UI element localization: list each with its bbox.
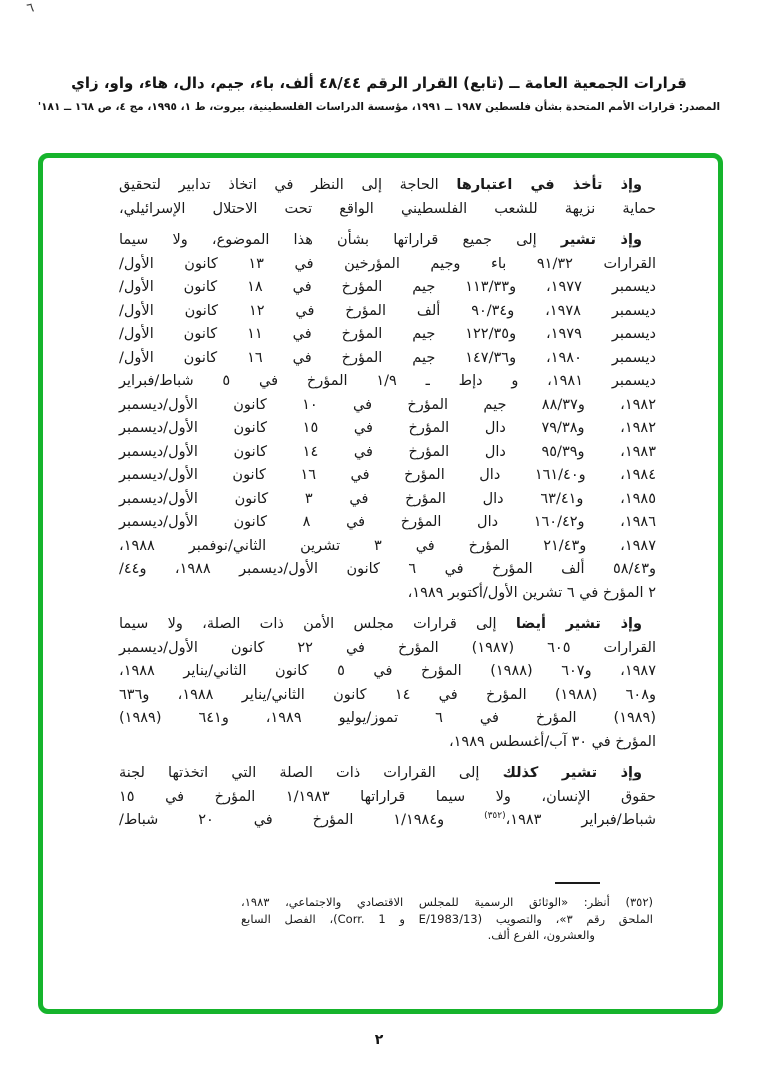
text-line bbox=[119, 198, 656, 222]
text-segment: ١٩٨٧، و٦٠٧ (١٩٨٨) المؤرخ في ٥ كانون الثاني/يناير ١٩٨٨، bbox=[119, 663, 656, 679]
text-segment: إلى القرارات ذات الصلة التي اتخذتها لجنة bbox=[119, 765, 503, 781]
text-line bbox=[119, 253, 656, 277]
bold-lead-in: وإذ تأخذ في اعتبارها bbox=[456, 177, 642, 193]
text-segment: المؤرخ في ٣٠ آب/أغسطس ١٩٨٩، bbox=[448, 733, 656, 750]
text-segment: ديسمبر ١٩٨١، و دإط ـ ١/٩ المؤرخ في ٥ شباط/فبراير bbox=[119, 373, 657, 389]
text-line bbox=[119, 731, 656, 755]
paragraph bbox=[119, 174, 656, 221]
text-segment: ديسمبر ١٩٧٩، و١٢٢/٣٥ جيم المؤرخ في ١١ كانون الأول/ bbox=[119, 326, 657, 342]
corner-mark: ٦ bbox=[25, 0, 36, 17]
text-segment: ديسمبر ١٩٧٧، و١١٣/٣٣ جيم المؤرخ في ١٨ كانون الأول/ bbox=[119, 279, 657, 295]
text-line bbox=[119, 582, 656, 606]
text-line bbox=[119, 323, 656, 347]
text-segment: ٢ المؤرخ في ٦ تشرين الأول/أكتوبر ١٩٨٩، bbox=[407, 584, 656, 601]
text-segment: ١٩٨٦، و١٦٠/٤٢ دال المؤرخ في ٨ كانون الأول/ديسمبر bbox=[119, 514, 656, 530]
text-line bbox=[119, 276, 656, 300]
text-segment: (١٩٨٩) المؤرخ في ٦ تموز/يوليو ١٩٨٩، و٦٤١ (١٩٨٩) bbox=[119, 710, 657, 726]
text-line bbox=[119, 660, 656, 684]
bold-lead-in: وإذ تشير كذلك bbox=[502, 765, 643, 781]
page-number: ٢ bbox=[374, 1032, 384, 1048]
paragraph bbox=[119, 229, 656, 605]
text-segment: القرارات ٩١/٣٢ باء وجيم المؤرخين في ١٣ كانون الأول/ bbox=[119, 255, 656, 272]
text-line bbox=[119, 613, 656, 637]
text-segment: ١٩٨٧، و٢١/٤٣ المؤرخ في ٣ تشرين الثاني/نوفمبر ١٩٨٨، bbox=[119, 537, 656, 554]
text-segment: حقوق الإنسان، ولا سيما قراراتها ١/١٩٨٣ المؤرخ في ١٥ bbox=[119, 788, 657, 805]
text-segment: ١٩٨٢، و٧٩/٣٨ دال المؤرخ في ١٥ كانون الأول/ديسمبر bbox=[119, 420, 656, 436]
text-line bbox=[119, 786, 656, 810]
text-segment: ١٩٨٣، و٩٥/٣٩ دال المؤرخ في ١٤ كانون الأول/ديسمبر bbox=[119, 443, 656, 460]
source-line: المصدر: قرارات الأمم المتحدة بشأن فلسطين ١٩٨٧ ــ ١٩٩١، مؤسسة الدراسات الفلسطينية، بيروت، ط ١، ١٩٩٥، مج ٤، ص ١٦٨ ــ ١٨١' bbox=[37, 101, 721, 113]
text-line bbox=[119, 174, 656, 198]
document-frame bbox=[38, 153, 723, 1014]
text-segment: و٦٠٨ (١٩٨٨) المؤرخ في ١٤ كانون الثاني/يناير ١٩٨٨، و٦٣٦ bbox=[119, 686, 657, 703]
page-header bbox=[0, 74, 758, 113]
footnote-separator bbox=[555, 882, 600, 884]
text-segment: حماية نزيهة للشعب الفلسطيني الواقع تحت الاحتلال الإسرائيلي، bbox=[119, 200, 656, 217]
footnote-line: الملحق رقم ٣»، والتصويب (E/1983/13 و Corr. 1)، الفصل السابع bbox=[241, 911, 653, 926]
text-line bbox=[119, 511, 656, 535]
footnote bbox=[241, 894, 653, 944]
paragraph bbox=[119, 613, 656, 754]
text-line bbox=[119, 370, 656, 394]
text-segment: إلى قرارات مجلس الأمن ذات الصلة، ولا سيما bbox=[119, 616, 516, 632]
text-segment: إلى جميع قراراتها بشأن هذا الموضوع، ولا سيما bbox=[119, 232, 561, 248]
text-line bbox=[119, 637, 656, 661]
body-text bbox=[119, 174, 656, 833]
text-line bbox=[119, 535, 656, 559]
text-segment: الحاجة إلى النظر في اتخاذ تدابير لتحقيق bbox=[119, 177, 457, 193]
text-segment: ديسمبر ١٩٨٠، و١٤٧/٣٦ جيم المؤرخ في ١٦ كانون الأول/ bbox=[119, 349, 657, 366]
text-segment: ١٩٨٥، و٦٣/٤١ دال المؤرخ في ٣ كانون الأول/ديسمبر bbox=[119, 490, 656, 507]
footnote-line: والعشرون، الفرع ألف. bbox=[487, 928, 595, 942]
text-line bbox=[119, 707, 656, 731]
text-line bbox=[119, 684, 656, 708]
text-line bbox=[119, 394, 656, 418]
text-line bbox=[119, 762, 656, 786]
text-segment: و١/١٩٨٤ المؤرخ في ٢٠ شباط/ bbox=[119, 812, 485, 828]
bold-lead-in: وإذ تشير أيضا bbox=[515, 616, 642, 632]
text-line bbox=[119, 488, 656, 512]
bold-lead-in: وإذ تشير bbox=[560, 232, 642, 248]
text-line bbox=[119, 417, 656, 441]
text-segment: ١٩٨٢، و٨٨/٣٧ جيم المؤرخ في ١٠ كانون الأول/ديسمبر bbox=[119, 396, 657, 413]
footnote-line: (٣٥٢) أنظر: «الوثائق الرسمية للمجلس الاقتصادي والاجتماعي، ١٩٨٣، bbox=[241, 895, 653, 909]
text-segment: القرارات ٦٠٥ (١٩٨٧) المؤرخ في ٢٢ كانون الأول/ديسمبر bbox=[119, 639, 656, 656]
text-segment: ديسمبر ١٩٧٨، و٩٠/٣٤ ألف المؤرخ في ١٢ كانون الأول/ bbox=[119, 302, 657, 319]
page-title: قرارات الجمعية العامة ــ (تابع) القرار الرقم ٤٨/٤٤ ألف، باء، جيم، دال، هاء، واو، زاي bbox=[71, 74, 687, 92]
paragraph bbox=[119, 762, 656, 833]
text-line bbox=[119, 441, 656, 465]
text-line bbox=[119, 558, 656, 582]
text-segment: و٥٨/٤٣ ألف المؤرخ في ٦ كانون الأول/ديسمبر ١٩٨٨، و٤٤/ bbox=[119, 561, 657, 577]
text-line bbox=[119, 809, 656, 833]
text-line bbox=[119, 300, 656, 324]
text-segment: شباط/فبراير ١٩٨٣، bbox=[505, 812, 656, 828]
text-line bbox=[119, 464, 656, 488]
text-line bbox=[119, 347, 656, 371]
text-segment: ١٩٨٤، و١٦١/٤٠ دال المؤرخ في ١٦ كانون الأول/ديسمبر bbox=[119, 467, 656, 483]
footnote-reference: (٣٥٢) bbox=[484, 811, 506, 822]
text-line bbox=[119, 229, 656, 253]
